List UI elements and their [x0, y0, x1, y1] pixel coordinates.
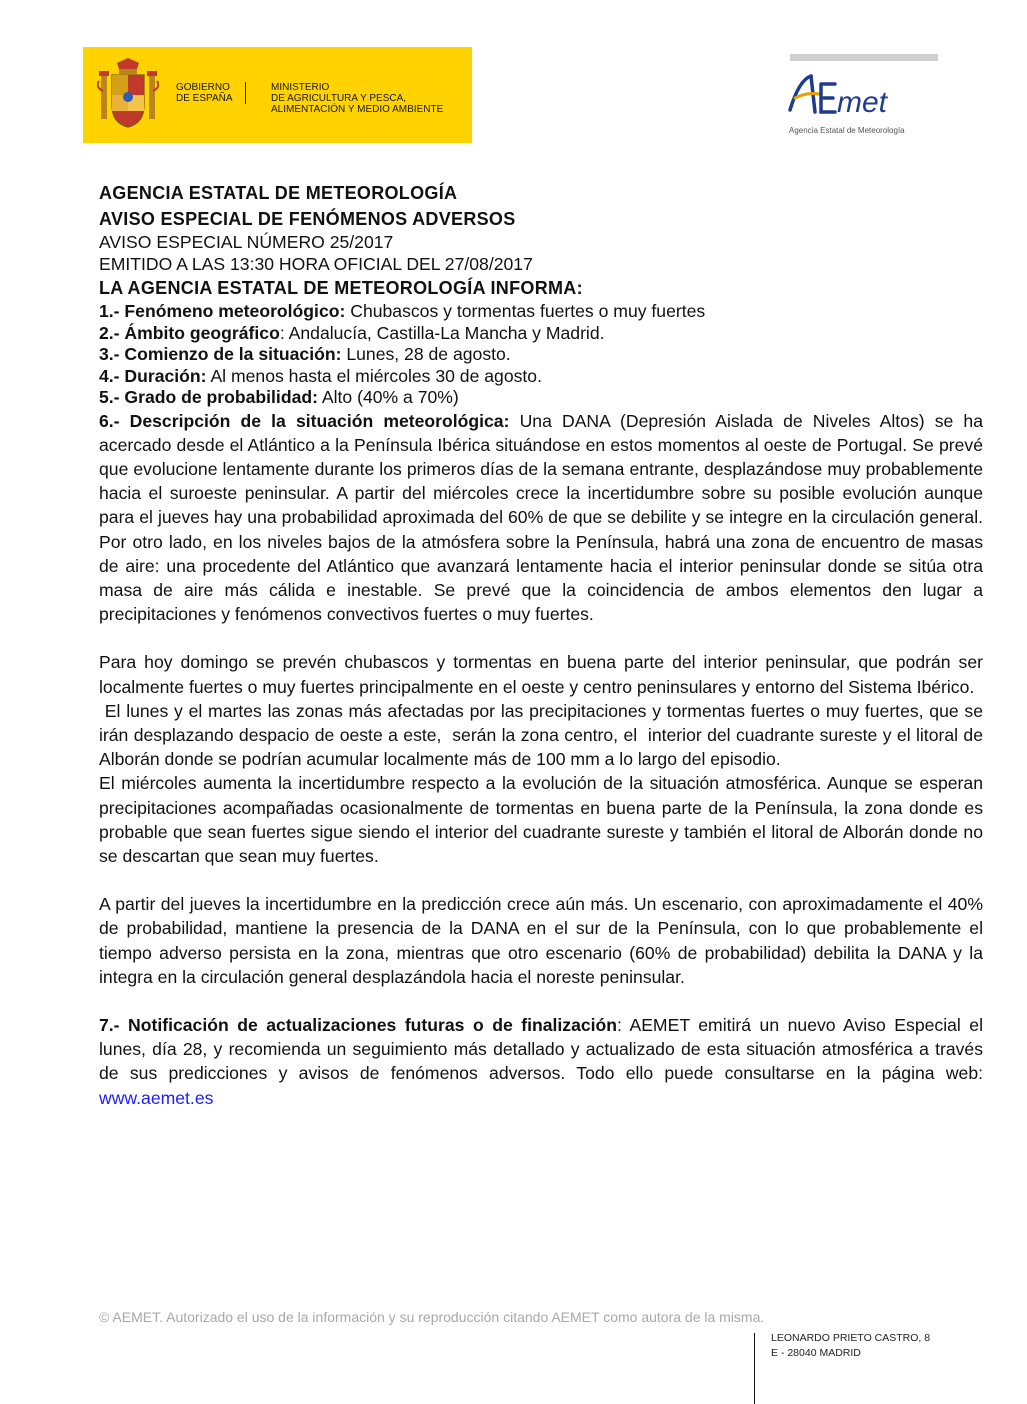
gov-line-2: DE ESPAÑA: [176, 93, 233, 104]
coat-of-arms-icon: [97, 57, 159, 133]
address-line-1: LEONARDO PRIETO CASTRO, 8: [771, 1332, 931, 1344]
item-label: 1.- Fenómeno meteorológico:: [99, 301, 346, 321]
aemet-logo: [787, 72, 937, 122]
warning-document: [99, 180, 988, 1110]
item-text: : AEMET emitirá un nuevo Aviso Especial el lunes, día 28, y recomienda un seguimiento más detallado y actualizado de esta situación atmosférica a través de sus predicciones y avisos de fenómenos adversos. Todo ello puede consultarse en la página web:: [99, 1014, 983, 1084]
doc-title-warning: AVISO ESPECIAL DE FENÓMENOS ADVERSOS: [99, 209, 516, 229]
item-geographic-scope: [99, 323, 983, 345]
aemet-logo-bar: [790, 54, 938, 61]
aemet-website-link[interactable]: www.aemet.es: [99, 1087, 214, 1108]
item-probability: [99, 387, 983, 409]
ministry-line-2: DE AGRICULTURA Y PESCA,: [271, 93, 407, 104]
item-text: Alto (40% a 70%): [317, 387, 459, 407]
item-text: Lunes, 28 de agosto.: [341, 344, 511, 364]
copyright-notice: © AEMET. Autorizado el uso de la información y su reproducción citando AEMET como autora de la misma.: [99, 1309, 765, 1325]
item-label: 2.- Ámbito geográfico: [99, 322, 280, 343]
footer-divider: [754, 1333, 755, 1404]
item-description: [99, 409, 983, 627]
doc-title-agency: AGENCIA ESTATAL DE METEOROLOGÍA: [99, 183, 458, 203]
informs-heading: LA AGENCIA ESTATAL DE METEOROLOGÍA INFORMA:: [99, 278, 583, 298]
issued-time: EMITIDO A LAS 13:30 HORA OFICIAL DEL 27/08/2017: [99, 253, 533, 274]
item-text: Chubascos y tormentas fuertes o muy fuertes: [345, 301, 706, 321]
item-text: Al menos hasta el miércoles 30 de agosto.: [206, 365, 542, 386]
warning-number: AVISO ESPECIAL NÚMERO 25/2017: [99, 232, 394, 252]
item-duration: [99, 366, 983, 388]
paragraph-wednesday: El miércoles aumenta la incertidumbre respecto a la evolución de la situación atmosférica. Aunque se esperan precipitaciones acompañadas ocasionalmente de tormentas en buena parte de la Península, la zona donde es probable que sean fuertes sigue siendo el interior del cuadrante sureste y también el litoral de Alborán donde no se descartan que sean muy fuertes.: [99, 773, 983, 866]
government-name: [176, 82, 246, 104]
item-label: 4.- Duración:: [99, 365, 207, 386]
government-logo-box: [83, 47, 472, 143]
item-label: 6.- Descripción de la situación meteorológica:: [99, 410, 510, 431]
item-label: 7.- Notificación de actualizaciones futuras o de finalización: [99, 1014, 618, 1035]
paragraph-thursday: A partir del jueves la incertidumbre en la predicción crece aún más. Un escenario, con aproximadamente el 40% de probabilidad, mantiene la presencia de la DANA en el sur de la Península, con lo que probablemente el tiempo adverso persista en la zona, mientras que otro escenario (60% de probabilidad) debilita la DANA y la integra en la circulación general desplazándola hacia el noreste peninsular.: [99, 894, 983, 987]
item-label: 3.- Comienzo de la situación:: [99, 344, 342, 364]
ministry-line-3: ALIMENTACIÓN Y MEDIO AMBIENTE: [271, 104, 444, 115]
agency-address: [771, 1331, 930, 1361]
paragraph-monday-tuesday: El lunes y el martes las zonas más afectadas por las precipitaciones y tormentas fuertes o muy fuertes, que se irán desplazando despacio de oeste a este, serán la zona centro, el interior del cuadrante sureste y el litoral de Alborán donde se podrían acumular localmente más de 100 mm a lo largo del episodio.: [99, 700, 988, 770]
paragraph-sunday: Para hoy domingo se prevén chubascos y tormentas en buena parte del interior peninsular, que podrán ser localmente fuertes o muy fuertes principalmente en el oeste y centro peninsulares y entorno del Sistema Ibérico.: [99, 652, 983, 697]
item-start: [99, 344, 983, 366]
aemet-subtitle: Agencia Estatal de Meteorología: [789, 126, 905, 135]
item-text: Una DANA (Depresión Aislada de Niveles Altos) se ha acercado desde el Atlántico a la Península Ibérica situándose en estos momentos al oeste de Portugal. Se prevé que evolucione lentamente durante los primeros días de la semana entrante, desplazándose muy probablemente hacia el suroeste peninsular. A partir del miércoles crece la incertidumbre sobre su posible evolución aunque para el jueves hay una probabilidad aproximada del 60% de que se debilite y se integre en la circulación general. Por otro lado, en los niveles bajos de la atmósfera sobre la Península, habrá una zona de encuentro de masas de aire: una procedente del Atlántico que avanzará lentamente hacia el interior peninsular donde se sitúa otra masa de aire más cálida e inestable. Se prevé que la coincidencia de ambos elementos den lugar a precipitaciones y fenómenos convectivos fuertes o muy fuertes.: [99, 410, 984, 625]
gov-line-1: GOBIERNO: [176, 82, 230, 93]
ministry-line-1: MINISTERIO: [271, 82, 330, 93]
item-phenomenon: [99, 301, 983, 323]
item-label: 5.- Grado de probabilidad:: [99, 387, 318, 407]
item-notification: [99, 1013, 983, 1110]
item-text: : Andalucía, Castilla-La Mancha y Madrid.: [279, 322, 605, 343]
aemet-logo-text: met: [837, 86, 888, 119]
ministry-name: [271, 82, 443, 115]
address-line-2: E - 28040 MADRID: [771, 1347, 861, 1359]
